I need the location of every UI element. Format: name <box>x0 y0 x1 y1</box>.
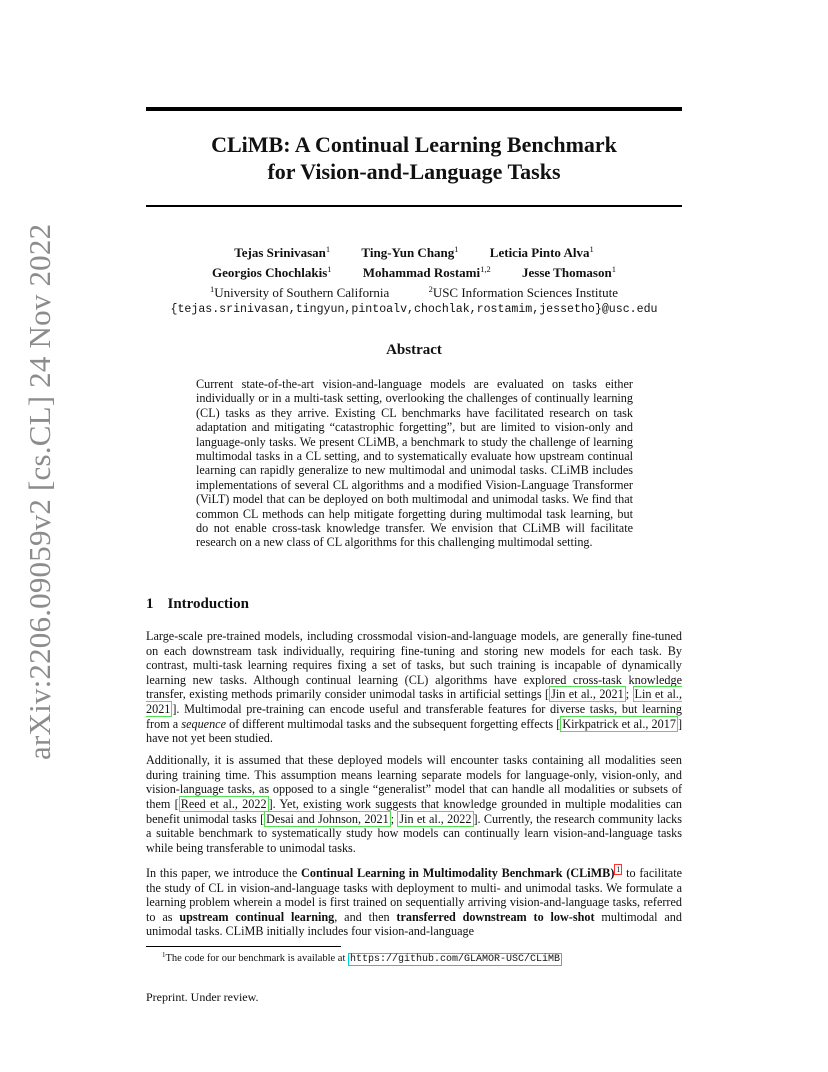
footnote-marker-link[interactable]: 1 <box>616 864 621 874</box>
section-title: Introduction <box>167 596 249 612</box>
citation-link[interactable]: Reed et al., 2022 <box>180 797 267 812</box>
footnote-rule <box>146 946 341 947</box>
citation-link[interactable]: Lin et al., 2021 <box>146 687 683 716</box>
paragraph-3: In this paper, we introduce the Continual Learning in Multimodality Benchmark (CLiMB) $^1$ to facilitate the study of CL in vision-and-language tasks with deployment to multi- and unimodal tasks. We formulate a learning problem wherein a model is first trained on sequentially arriving vision-and-language tasks, referred to as upstream continual learning, and then transferred downstream to low-shot multimodal and unimodal tasks. CLiMB initially includes four vision-and-language <box>146 864 682 939</box>
paragraph-2: Additionally, it is assumed that these deployed models will encounter tasks containing all modalities seen during training time. This assumption means learning separate models for language-only, vision-only, and vision-language tasks, as opposed to a single “generalist” model that can handle all modalities or subsets of them [ Reed et al., 2022 ]. Yet, existing work suggests that knowledge grounded in multiple modalities can benefit unimodal tasks [ Desai and Johnson, 2021 ; Jin et al., 2022 ]. Currently, the research community lacks a suitable benchmark to systematically study how models can continually learn vision-and-language tasks while being transferable to unimodal tasks. <box>146 753 682 855</box>
author-name: Leticia Pinto Alva$^1$ <box>489 244 594 260</box>
affiliation: $^1$University of Southern California <box>209 284 390 300</box>
abstract-heading: Abstract <box>386 342 442 358</box>
body-text <box>146 629 682 946</box>
abstract-text: Current state-of-the-art vision-and-language models are evaluated on tasks either individually or in a multi-task setting, overlooking the challenges of continually learning (CL) tasks as they arrive. Existing CL benchmarks have facilitated research on task adaptation and mitigating “catastrophic forgetting”, but are limited to vision-only and language-only tasks. We present CLiMB, a benchmark to study the challenge of learning multimodal tasks in a CL setting, and to systematically evaluate how upstream continual learning can rapidly generalize to new multimodal and unimodal tasks. CLiMB includes implementations of several CL algorithms and a modified Vision-Language Transformer (ViLT) model that can be deployed on both multimodal and unimodal tasks. We find that common CL methods can help mitigate forgetting during multimodal task learning, but do not enable cross-task knowledge transfer. We envision that CLiMB will facilitate research on a new class of CL algorithms for this challenging multimodal setting. <box>196 377 633 550</box>
section-heading <box>146 596 249 613</box>
author-name: Mohammad Rostami$^{1,2}$ <box>362 264 491 280</box>
author-name: Tejas Srinivasan$^1$ <box>234 244 331 260</box>
author-name: Jesse Thomason$^1$ <box>522 264 616 280</box>
footnote: $^1$The code for our benchmark is available at https://github.com/GLAMOR-USC/CLiMB <box>162 951 561 965</box>
author-block <box>146 241 682 318</box>
author-row-2 <box>146 261 682 281</box>
citation-link[interactable]: Jin et al., 2021 <box>551 687 624 702</box>
author-name: Georgios Chochlakis$^1$ <box>212 264 332 280</box>
code-url-link[interactable]: https://github.com/GLAMOR-USC/CLiMB <box>350 954 561 965</box>
author-row-1 <box>146 241 682 261</box>
title-line-1: CLiMB: A Continual Learning Benchmark <box>211 132 617 157</box>
affiliation: $^2$USC Information Sciences Institute <box>428 284 619 300</box>
citation-link[interactable]: Jin et al., 2022 <box>399 811 472 826</box>
preprint-note: Preprint. Under review. <box>146 990 259 1004</box>
title-line-2: for Vision-and-Language Tasks <box>267 159 561 184</box>
citation-link[interactable]: Desai and Johnson, 2021 <box>266 811 389 826</box>
affiliation-row <box>146 281 682 301</box>
author-name: Ting-Yun Chang$^1$ <box>361 244 459 260</box>
title-bottom-rule <box>146 205 682 207</box>
title-top-rule <box>146 107 682 111</box>
section-number: 1 <box>146 596 154 612</box>
arxiv-identifier: arXiv:2206.09059v2 [cs.CL] 24 Nov 2022 <box>22 223 57 760</box>
paper-title <box>146 131 682 185</box>
author-emails: {tejas.srinivasan,tingyun,pintoalv,chochlak,rostamim,jessetho}@usc.edu <box>170 303 658 316</box>
citation-link[interactable]: Kirkpatrick et al., 2017 <box>562 716 676 731</box>
paragraph-1: Large-scale pre-trained models, including crossmodal vision-and-language models, are generally fine-tuned on each downstream task individually, requiring fine-tuning and storing new models for each task. By contrast, multi-task learning requires fixing a set of tasks, but such training is incapable of dynamically learning new tasks. Although continual learning (CL) algorithms have explored cross-task knowledge transfer, existing methods primarily consider unimodal tasks in artificial settings [ Jin et al., 2021 ; Lin et al., 2021 ]. Multimodal pre-training can encode useful and transferable features for diverse tasks, but learning from a sequence of different multimodal tasks and the subsequent forgetting effects [ Kirkpatrick et al., 2017 ] have not yet been studied. <box>146 629 683 746</box>
